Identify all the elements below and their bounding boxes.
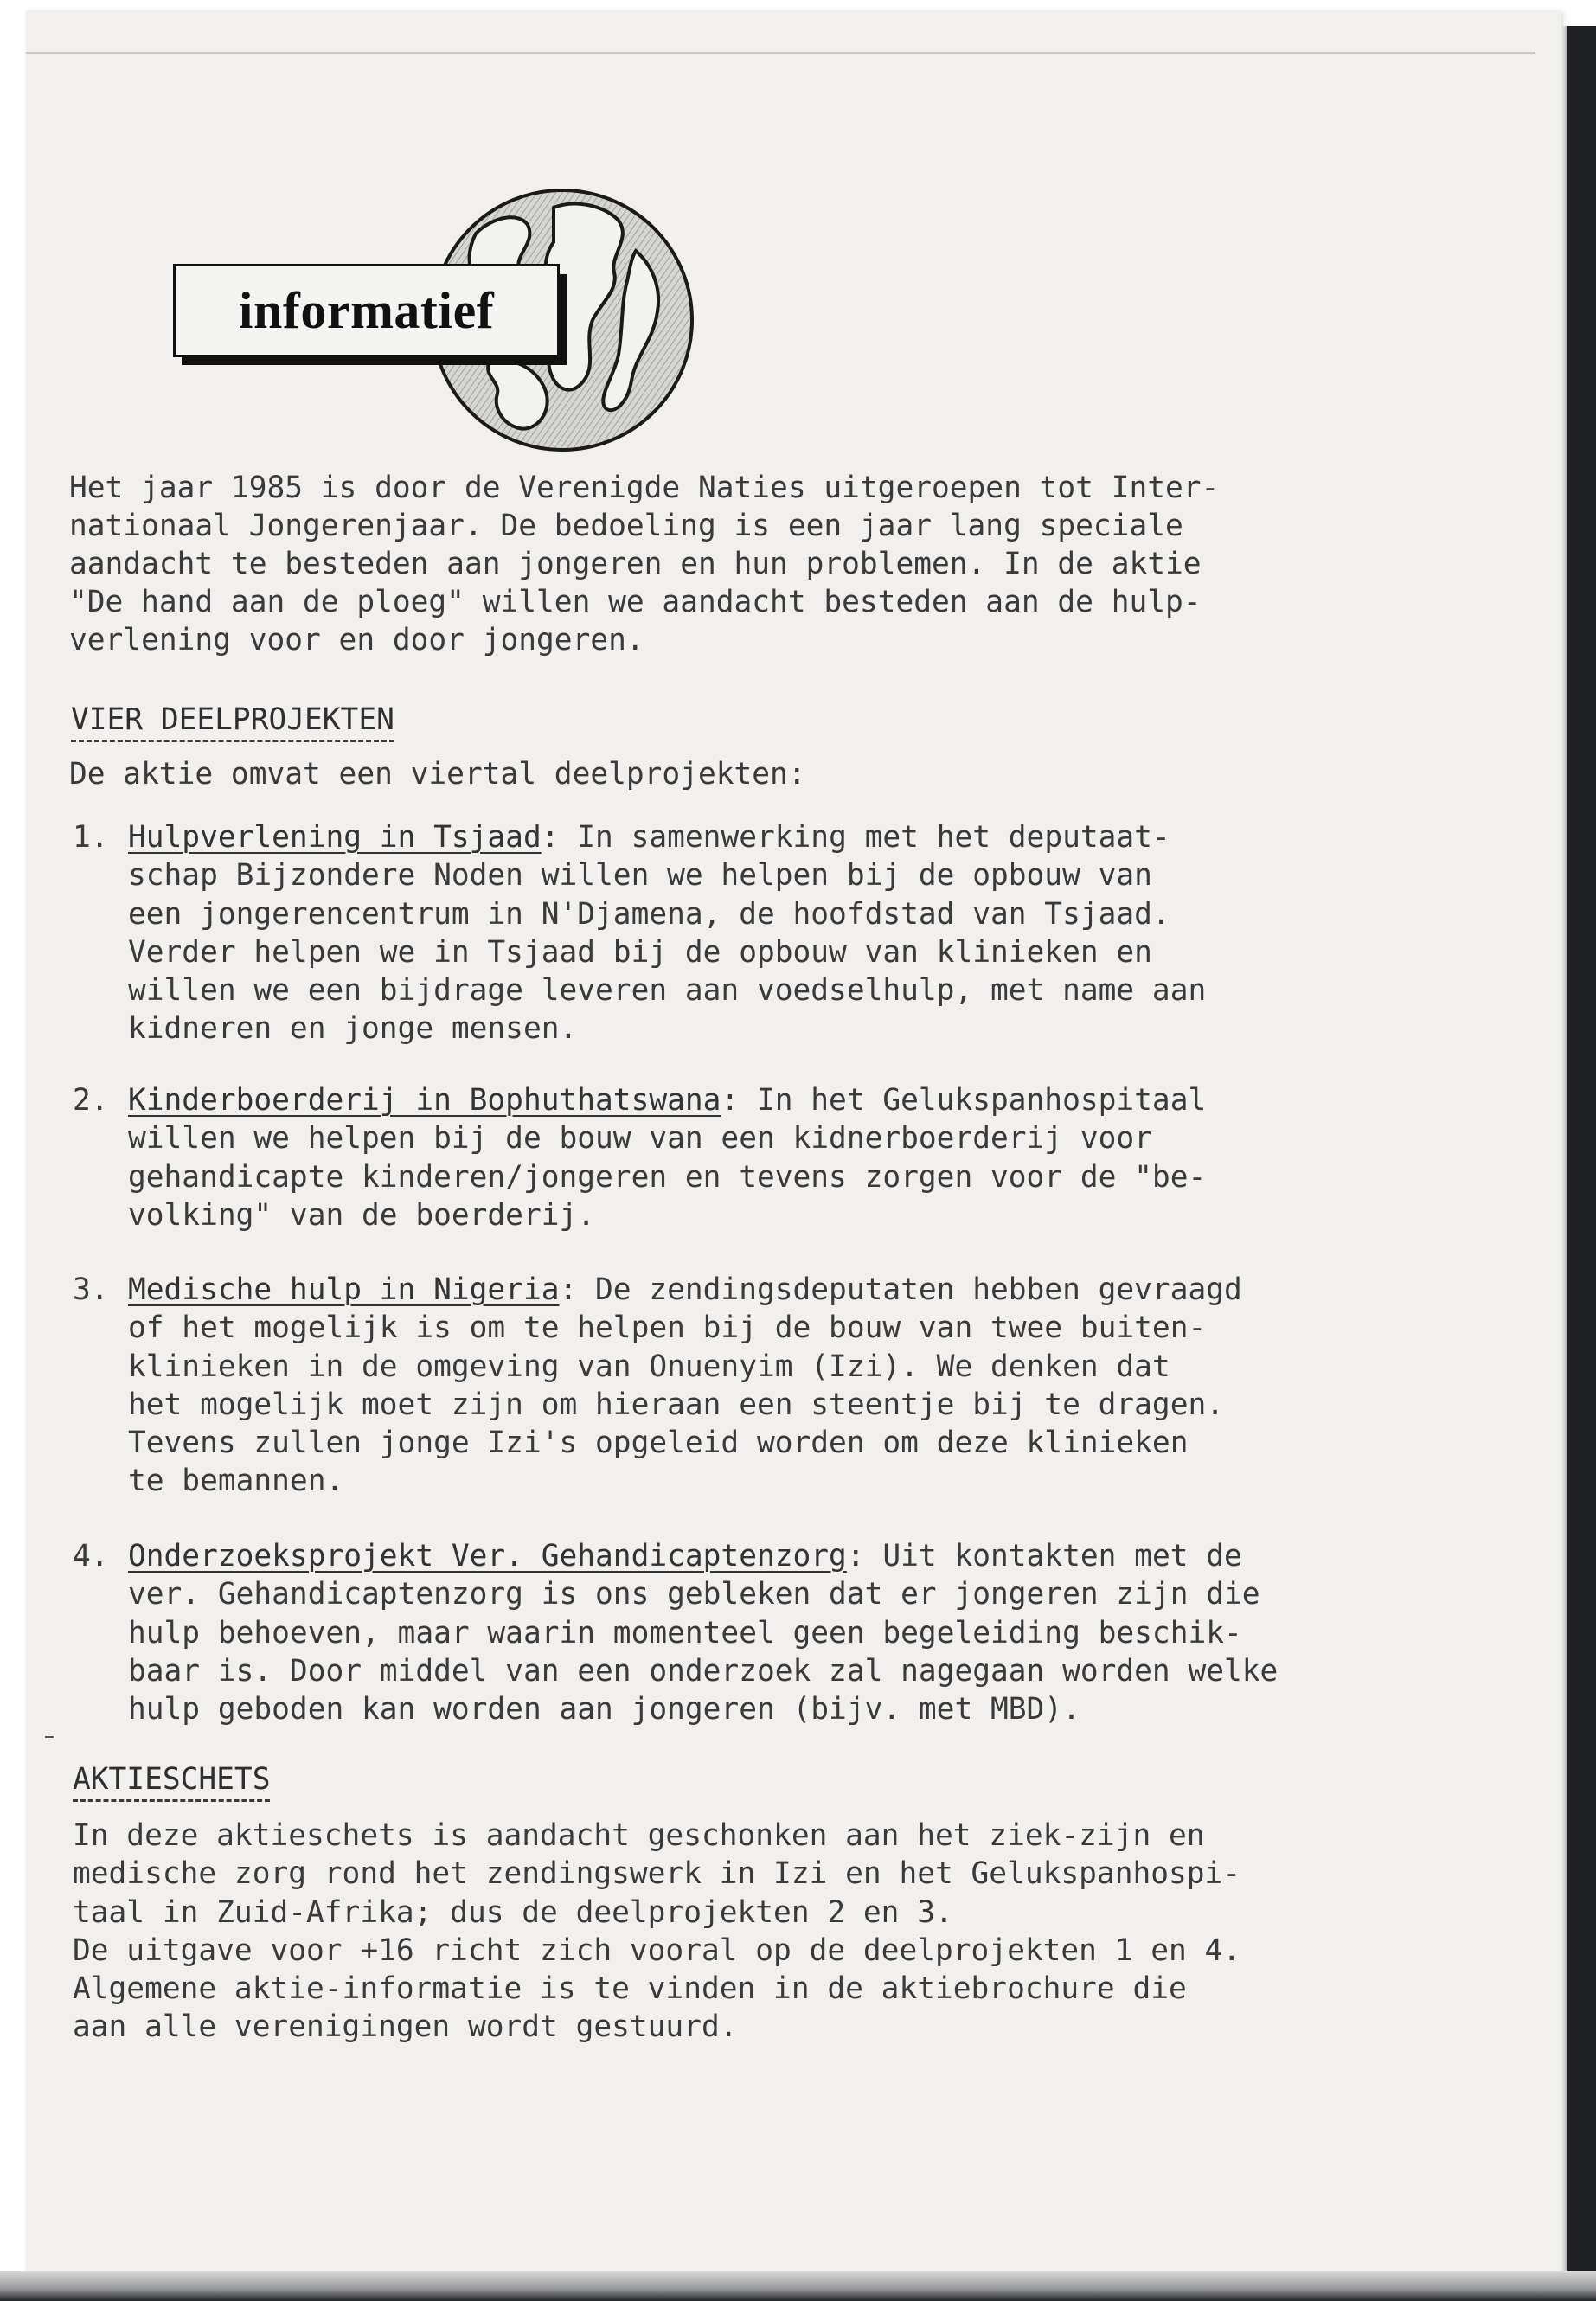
section-heading-aktieschets: AKTIESCHETS — [73, 1760, 270, 1802]
list-item-number: 2. — [73, 1083, 109, 1118]
binder-edge-right — [1567, 26, 1596, 2301]
list-item-text: gehandicapte kinderen/jongeren en tevens zorgen voor de "be- — [128, 1159, 1207, 1195]
binder-edge-bottom — [0, 2271, 1596, 2301]
aktieschets-paragraph — [73, 1817, 1240, 2047]
list-item — [128, 1081, 1206, 1234]
intro-line: Het jaar 1985 is door de Verenigde Naties uitgeroepen tot Inter- — [69, 471, 1220, 505]
header-graphic — [173, 182, 692, 467]
list-item-number: 1. — [73, 820, 109, 855]
aktieschets-line: taal in Zuid-Afrika; dus de deelprojekten 2 en 3. — [73, 1894, 953, 1930]
list-item-text: : In het Gelukspanhospitaal — [721, 1083, 1207, 1118]
list-item — [128, 818, 1206, 1048]
section-lead: De aktie omvat een viertal deelprojekten: — [69, 757, 806, 792]
list-item-text: schap Bijzondere Noden willen we helpen bij de opbouw van — [128, 858, 1152, 894]
title-badge — [173, 264, 558, 359]
list-item-text: Verder helpen we in Tsjaad bij de opbouw van klinieken en — [128, 934, 1152, 970]
list-item-number: 4. — [73, 1539, 109, 1574]
list-item-text: baar is. Door middel van een onderzoek zal nagegaan worden welke — [128, 1653, 1279, 1689]
section-heading-vier-deelprojekten: VIER DEELPROJEKTEN — [71, 701, 394, 742]
list-item-number: 3. — [73, 1272, 109, 1307]
list-item-text: ver. Gehandicaptenzorg is ons gebleken dat er jongeren zijn die — [128, 1577, 1260, 1612]
aktieschets-line: De uitgave voor +16 richt zich vooral op de deelprojekten 1 en 4. — [73, 1932, 1241, 1968]
aktieschets-line: Algemene aktie-informatie is te vinden in de aktiebrochure die — [73, 1971, 1187, 2007]
list-item-text: : De zendingsdeputaten hebben gevraagd — [559, 1272, 1242, 1307]
list-item-title: Medische hulp in Nigeria — [128, 1272, 560, 1307]
list-item-text: klinieken in de omgeving van Onuenyim (Izi). We denken dat — [128, 1349, 1170, 1384]
list-item-text: : Uit kontakten met de — [846, 1539, 1242, 1574]
list-item-text: kidneren en jonge mensen. — [128, 1011, 578, 1047]
list-item-text: : In samenwerking met het deputaat- — [541, 820, 1170, 855]
intro-line: "De hand aan de ploeg" willen we aandacht besteden aan de hulp- — [69, 585, 1202, 619]
list-item-text: het mogelijk moet zijn om hieraan een steentje bij te dragen. — [128, 1387, 1225, 1422]
sheet-top-edge — [26, 52, 1535, 54]
aktieschets-line: medische zorg rond het zendingswerk in Izi en het Gelukspanhospi- — [73, 1856, 1241, 1892]
aktieschets-line: In deze aktieschets is aandacht geschonken aan het ziek-zijn en — [73, 1818, 1205, 1853]
margin-mark — [45, 1736, 54, 1738]
intro-line: nationaal Jongerenjaar. De bedoeling is een jaar lang speciale — [69, 509, 1183, 543]
list-item-text: hulp geboden kan worden aan jongeren (bijv. met MBD). — [128, 1692, 1080, 1727]
list-item-title: Hulpverlening in Tsjaad — [128, 820, 542, 855]
aktieschets-line: aan alle verenigingen wordt gestuurd. — [73, 2009, 738, 2045]
list-item-text: willen we een bijdrage leveren aan voedselhulp, met name aan — [128, 973, 1207, 1009]
title-badge-box — [173, 264, 560, 357]
list-item-text: een jongerencentrum in N'Djamena, de hoofdstad van Tsjaad. — [128, 896, 1170, 932]
list-item-title: Kinderboerderij in Bophuthatswana — [128, 1083, 721, 1118]
list-item-text: volking" van de boerderij. — [128, 1197, 596, 1233]
list-item-text: hulp behoeven, maar waarin momenteel geen begeleiding beschik- — [128, 1615, 1242, 1650]
list-item-title: Onderzoeksprojekt Ver. Gehandicaptenzorg — [128, 1539, 847, 1574]
intro-line: verlening voor en door jongeren. — [69, 623, 644, 657]
list-item-text: Tevens zullen jonge Izi's opgeleid worden om deze klinieken — [128, 1426, 1189, 1461]
list-item — [128, 1537, 1278, 1728]
intro-line: aandacht te besteden aan jongeren en hun problemen. In de aktie — [69, 547, 1202, 581]
list-item-text: te bemannen. — [128, 1464, 344, 1499]
list-item-text: of het mogelijk is om te helpen bij de bouw van twee buiten- — [128, 1311, 1207, 1346]
list-item-text: willen we helpen bij de bouw van een kidnerboerderij voor — [128, 1121, 1152, 1157]
list-item — [128, 1271, 1242, 1501]
intro-paragraph — [69, 469, 1219, 659]
page-title: informatief — [238, 281, 495, 339]
